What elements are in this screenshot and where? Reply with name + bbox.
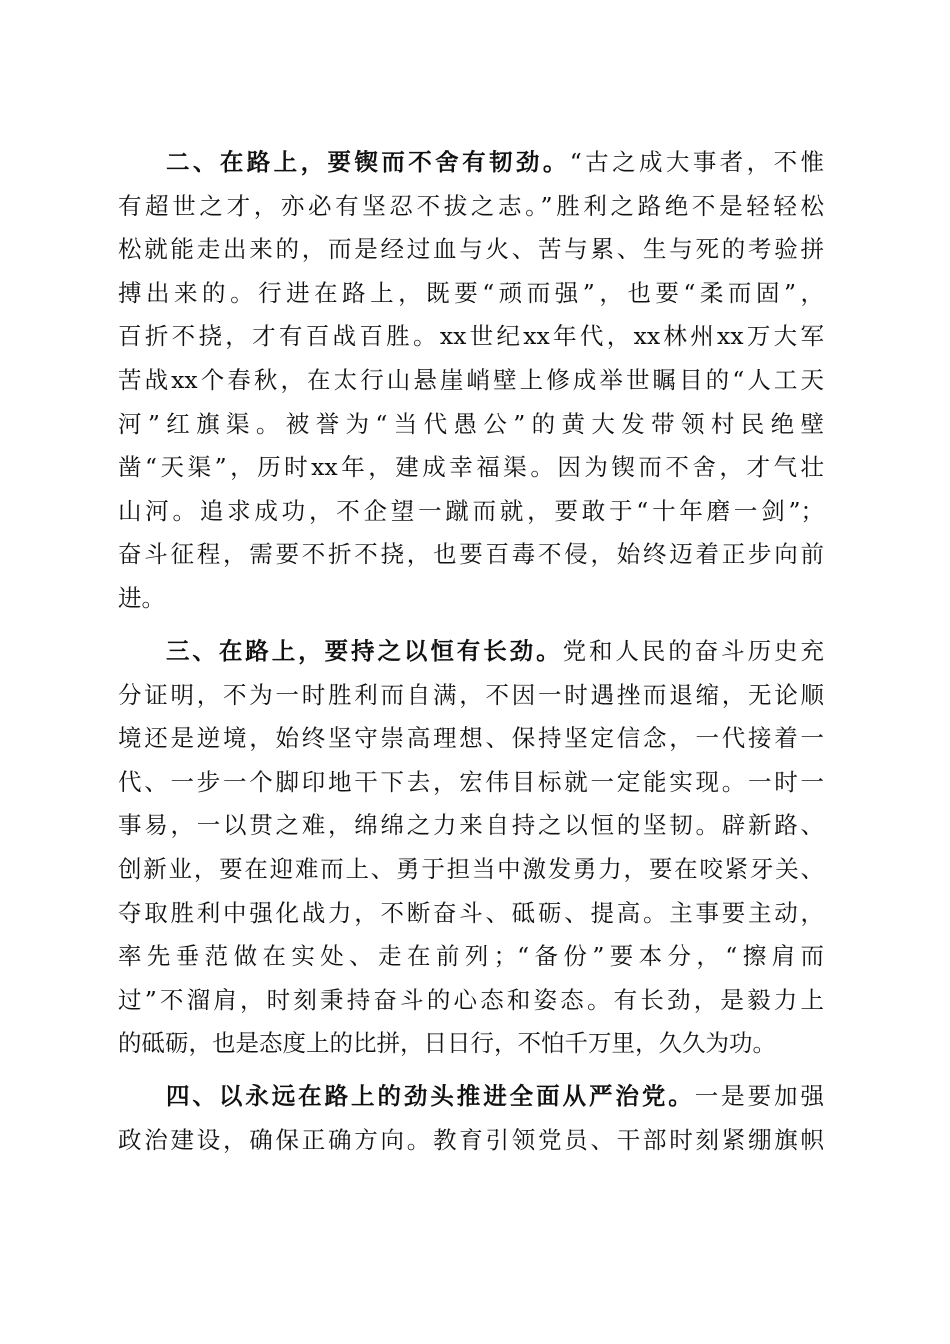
paragraph-line: 事易，一以贯之难，绵绵之力来自持之以恒的坚韧。辟新路、 xyxy=(118,811,824,840)
paragraph xyxy=(118,141,824,621)
paragraph-line: 率先垂范做在实处、走在前列；“备份”要本分，“擦肩而 xyxy=(118,942,824,971)
document-page xyxy=(118,141,824,1172)
paragraph-line: 有超世之才，亦必有坚忍不拔之志。”胜利之路绝不是轻轻松 xyxy=(118,191,824,220)
paragraph-line: 凿“天渠”，历时xx年，建成幸福渠。因为锲而不舍，才气壮 xyxy=(118,453,824,482)
paragraph-first-line xyxy=(118,1075,824,1119)
paragraph-text: “古之成大事者，不惟 xyxy=(569,148,825,176)
paragraph-line: 松就能走出来的，而是经过血与火、苦与累、生与死的考验拼 xyxy=(118,235,824,264)
paragraph-line: 代、一步一个脚印地干下去，宏伟目标就一定能实现。一时一 xyxy=(118,767,824,796)
paragraph-line: 苦战xx个春秋，在太行山悬崖峭壁上修成举世瞩目的“人工天 xyxy=(118,365,824,394)
paragraph-line: 进。 xyxy=(118,583,165,612)
paragraph-line: 奋斗征程，需要不折不挠，也要百毒不侵，始终迈着正步向前 xyxy=(118,540,824,569)
paragraph-line: 境还是逆境，始终坚守崇高理想、保持坚定信念，一代接着一 xyxy=(118,724,824,753)
paragraph-line: 百折不挠，才有百战百胜。xx世纪xx年代，xx林州xx万大军 xyxy=(118,322,824,351)
section-heading: 三、在路上，要持之以恒有长劲。 xyxy=(166,637,563,666)
paragraph-line: 分证明，不为一时胜利而自满，不因一时遇挫而退缩，无论顺 xyxy=(118,680,824,709)
paragraph-line: 的砥砺，也是态度上的比拼，日日行，不怕千万里，久久为功。 xyxy=(118,1029,776,1058)
paragraph-line: 夺取胜利中强化战力，不断奋斗、砥砺、提高。主事要主动， xyxy=(118,898,824,927)
paragraph-text: 一是要加强 xyxy=(694,1082,824,1111)
paragraph xyxy=(118,630,824,1066)
paragraph-first-line xyxy=(118,630,824,674)
paragraph xyxy=(118,1075,824,1162)
paragraph-line: 山河。追求成功，不企望一蹴而就，要敢于“十年磨一剑”； xyxy=(118,496,824,525)
paragraph-line: 过”不溜肩，时刻秉持奋斗的心态和姿态。有长劲，是毅力上 xyxy=(118,985,824,1014)
section-heading: 二、在路上，要锲而不舍有韧劲。 xyxy=(166,148,570,176)
paragraph-line: 河”红旗渠。被誉为“当代愚公”的黄大发带领村民绝壁 xyxy=(118,409,824,438)
paragraph-line: 搏出来的。行进在路上，既要“顽而强”，也要“柔而固”， xyxy=(118,278,824,307)
paragraph-first-line xyxy=(118,141,824,185)
paragraph-text: 党和人民的奋斗历史充 xyxy=(562,637,824,666)
section-heading: 四、以永远在路上的劲头推进全面从严治党。 xyxy=(166,1082,695,1111)
paragraph-line: 政治建设，确保正确方向。教育引领党员、干部时刻紧绷旗帜 xyxy=(118,1126,824,1155)
paragraph-line: 创新业，要在迎难而上、勇于担当中激发勇力，要在咬紧牙关、 xyxy=(118,855,824,883)
